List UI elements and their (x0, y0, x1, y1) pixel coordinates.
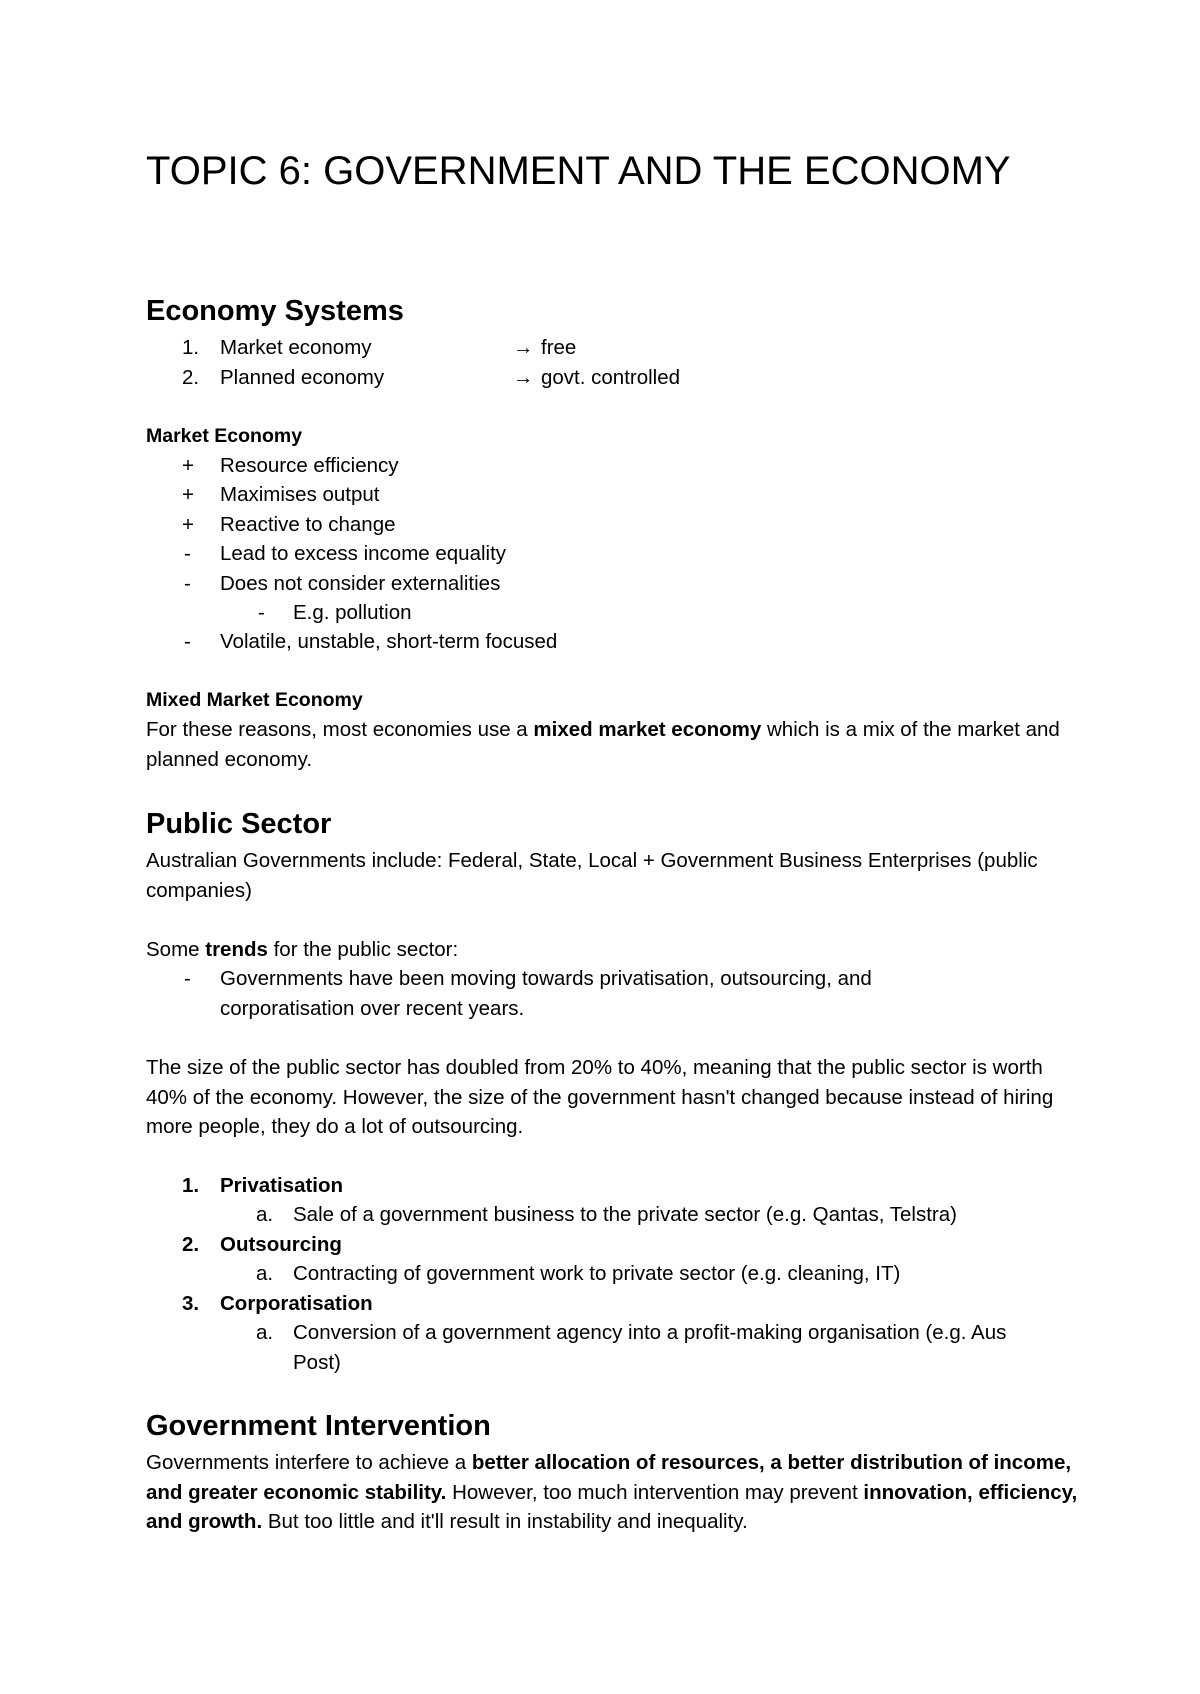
heading-government-intervention: Government Intervention (146, 1410, 491, 1442)
heading-mixed-market-economy: Mixed Market Economy (146, 689, 363, 711)
plus-marker: + (182, 454, 194, 477)
list-number: 2. (182, 1233, 200, 1256)
plus-marker: + (182, 483, 194, 506)
paragraph (146, 715, 1086, 774)
page-title: TOPIC 6: GOVERNMENT AND THE ECONOMY (146, 149, 1011, 193)
list-item (146, 1318, 1086, 1377)
text-run: Governments interfere to achieve a (146, 1451, 472, 1474)
arrow-icon: → (513, 366, 534, 389)
list-item-text: Volatile, unstable, short-term focused (220, 630, 558, 653)
text-run: which is a mix of the market and planned economy. (146, 718, 1060, 771)
minus-marker: - (184, 967, 191, 990)
text-run: for the public sector: (267, 938, 459, 961)
text-run: But too little and it'll result in instability and inequality. (262, 1510, 748, 1533)
list-number: 3. (182, 1292, 200, 1315)
list-number: 2. (182, 366, 200, 389)
minus-marker: - (184, 572, 191, 595)
list-item-label: Market economy (220, 336, 372, 359)
bold-text: trends (205, 938, 268, 961)
minus-marker: - (258, 601, 265, 624)
list-item-text: Does not consider externalities (220, 572, 501, 595)
list-item-text: Governments have been moving towards privatisation, outsourcing, and corporatisation over recent years. (220, 967, 872, 1020)
list-item-note: govt. controlled (541, 366, 681, 389)
list-item-text: Resource efficiency (220, 454, 399, 477)
list-item-text: Lead to excess income equality (220, 542, 507, 565)
text-run: For these reasons, most economies use a (146, 718, 534, 741)
paragraph: Australian Governments include: Federal, State, Local + Government Business Enterprises (public companies) (146, 849, 1038, 902)
list-item-title: Outsourcing (220, 1233, 342, 1256)
text-run: However, too much intervention may prevent (446, 1480, 864, 1504)
text-run: Some (146, 938, 206, 961)
list-item-text: Reactive to change (220, 513, 396, 536)
list-letter: a. (256, 1203, 274, 1226)
list-item-text: Contracting of government work to private sector (e.g. cleaning, IT) (293, 1262, 901, 1285)
list-letter: a. (256, 1321, 274, 1344)
list-item-title: Corporatisation (220, 1292, 373, 1315)
heading-economy-systems: Economy Systems (146, 295, 404, 327)
list-number: 1. (182, 336, 200, 359)
paragraph (146, 1448, 1086, 1537)
heading-public-sector: Public Sector (146, 808, 332, 840)
list-item-text: E.g. pollution (293, 601, 412, 624)
list-item-note: free (541, 336, 577, 359)
heading-market-economy: Market Economy (146, 425, 303, 447)
list-item-title: Privatisation (220, 1174, 344, 1197)
list-item-text: Sale of a government business to the private sector (e.g. Qantas, Telstra) (293, 1203, 957, 1226)
bold-text: mixed market economy (533, 718, 762, 741)
list-letter: a. (256, 1262, 274, 1285)
bold-text: better allocation of resources, a better distribution of income, and greater economic stability. (146, 1451, 1072, 1504)
list-item-label: Planned economy (220, 366, 385, 389)
arrow-icon: → (513, 336, 534, 359)
bold-text: innovation, efficiency, and growth. (146, 1480, 1078, 1533)
paragraph: The size of the public sector has doubled from 20% to 40%, meaning that the public sector is worth 40% of the economy. However, the size of the government hasn't changed because instead of hiring more people, they do a lot of outsourcing. (146, 1056, 1054, 1138)
list-item (146, 964, 1086, 1023)
paragraph (146, 935, 1086, 965)
list-number: 1. (182, 1174, 200, 1197)
list-item-text: Conversion of a government agency into a profit-making organisation (e.g. Aus Post) (293, 1321, 1007, 1374)
plus-marker: + (182, 513, 194, 536)
minus-marker: - (184, 630, 191, 653)
list-item-text: Maximises output (220, 483, 380, 506)
minus-marker: - (184, 542, 191, 565)
